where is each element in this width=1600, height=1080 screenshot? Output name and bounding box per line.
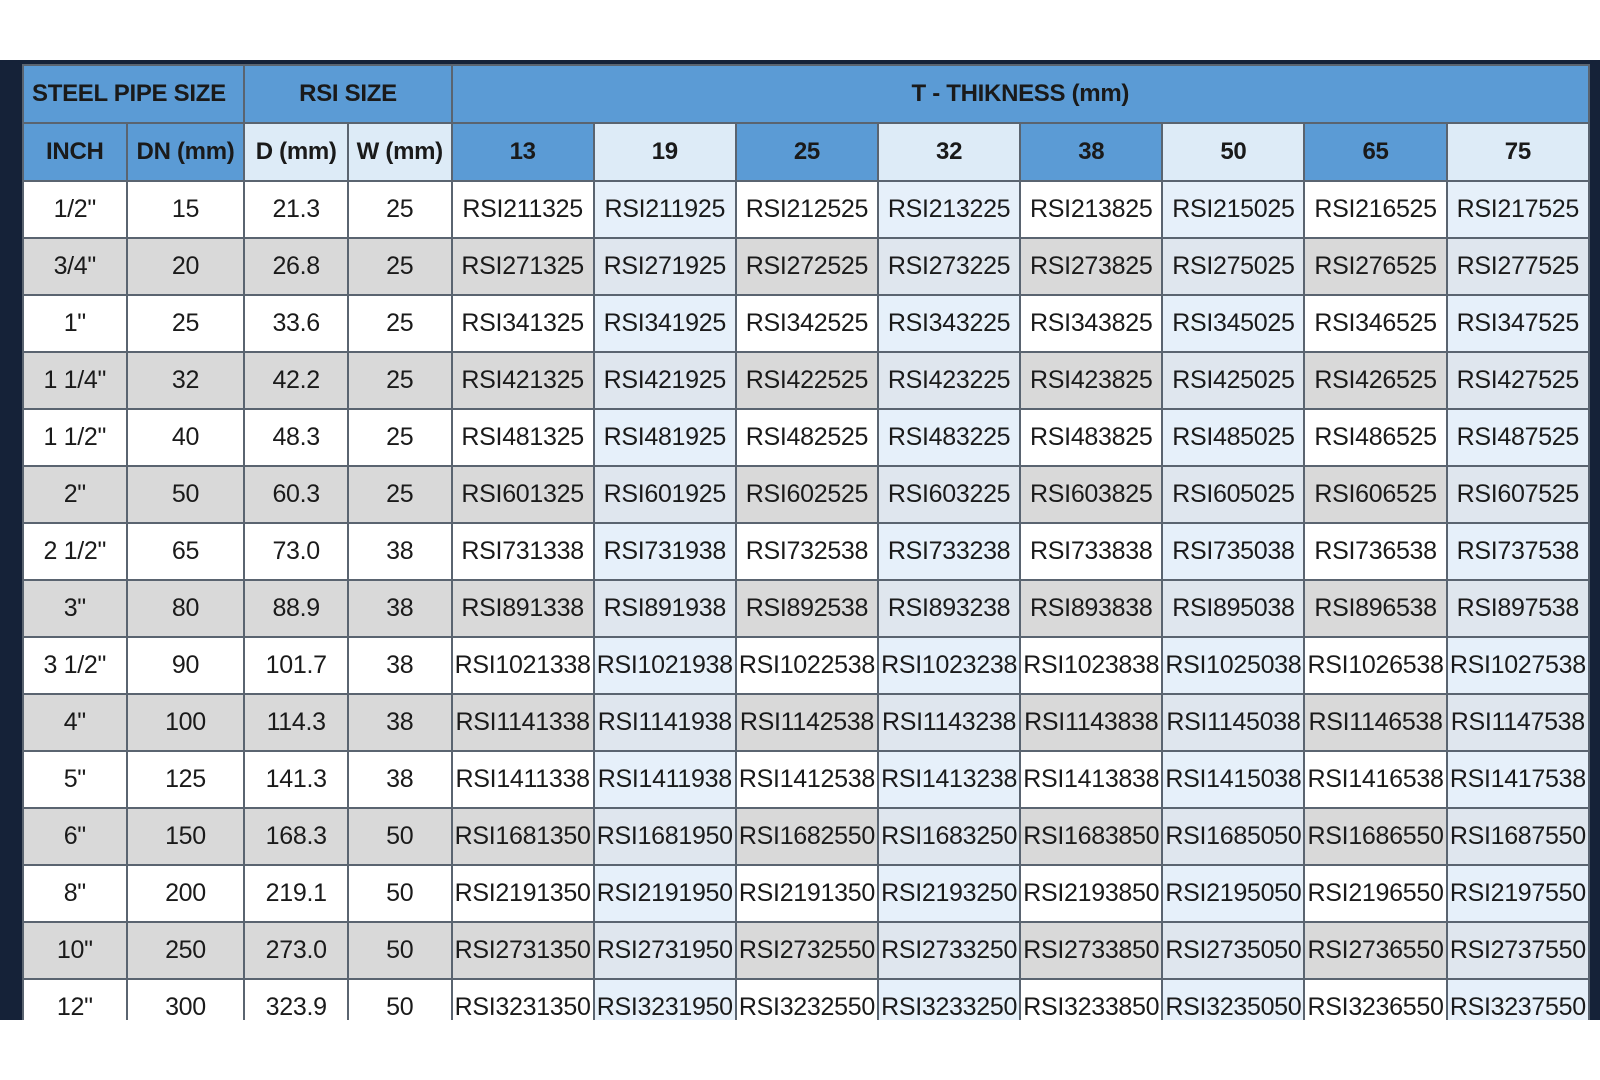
rsi-code-cell: RSI211925 — [594, 181, 736, 238]
table-row — [23, 751, 1589, 808]
thickness-header: T - THIKNESS (mm) — [452, 65, 1589, 123]
inch-cell: 6" — [23, 808, 127, 865]
rsi-code-cell: RSI2731350 — [452, 922, 594, 979]
w-cell: 25 — [348, 352, 452, 409]
dn-cell: 80 — [127, 580, 245, 637]
rsi-code-cell: RSI731938 — [594, 523, 736, 580]
table-row — [23, 466, 1589, 523]
table-frame — [0, 60, 1600, 1020]
rsi-code-cell: RSI481325 — [452, 409, 594, 466]
w-header: W (mm) — [348, 123, 452, 181]
inch-cell: 3/4" — [23, 238, 127, 295]
rsi-code-cell: RSI3237550 — [1447, 979, 1589, 1020]
w-cell: 50 — [348, 808, 452, 865]
rsi-code-cell: RSI213825 — [1020, 181, 1162, 238]
d-cell: 168.3 — [244, 808, 348, 865]
rsi-code-cell: RSI1143238 — [878, 694, 1020, 751]
rsi-code-cell: RSI2735050 — [1162, 922, 1304, 979]
rsi-code-cell: RSI2731950 — [594, 922, 736, 979]
rsi-code-cell: RSI346525 — [1304, 295, 1446, 352]
rsi-code-cell: RSI3232550 — [736, 979, 878, 1020]
rsi-code-cell: RSI341325 — [452, 295, 594, 352]
rsi-code-cell: RSI1417538 — [1447, 751, 1589, 808]
table-row — [23, 694, 1589, 751]
inch-header: INCH — [23, 123, 127, 181]
inch-cell: 1" — [23, 295, 127, 352]
rsi-code-cell: RSI482525 — [736, 409, 878, 466]
rsi-code-cell: RSI1412538 — [736, 751, 878, 808]
rsi-code-cell: RSI1141938 — [594, 694, 736, 751]
rsi-size-header: RSI SIZE — [244, 65, 451, 123]
d-cell: 48.3 — [244, 409, 348, 466]
rsi-code-cell: RSI276525 — [1304, 238, 1446, 295]
rsi-code-cell: RSI427525 — [1447, 352, 1589, 409]
inch-cell: 1 1/4" — [23, 352, 127, 409]
table-row — [23, 637, 1589, 694]
rsi-code-cell: RSI1025038 — [1162, 637, 1304, 694]
w-cell: 38 — [348, 751, 452, 808]
rsi-code-cell: RSI1021938 — [594, 637, 736, 694]
rsi-code-cell: RSI215025 — [1162, 181, 1304, 238]
rsi-code-cell: RSI2733250 — [878, 922, 1020, 979]
rsi-code-cell: RSI893838 — [1020, 580, 1162, 637]
rsi-code-cell: RSI3233850 — [1020, 979, 1162, 1020]
rsi-code-cell: RSI1685050 — [1162, 808, 1304, 865]
table-row — [23, 352, 1589, 409]
rsi-code-cell: RSI891338 — [452, 580, 594, 637]
thickness-38-header: 38 — [1020, 123, 1162, 181]
rsi-code-cell: RSI893238 — [878, 580, 1020, 637]
rsi-code-cell: RSI897538 — [1447, 580, 1589, 637]
rsi-code-cell: RSI1026538 — [1304, 637, 1446, 694]
rsi-code-cell: RSI1683250 — [878, 808, 1020, 865]
w-cell: 38 — [348, 694, 452, 751]
w-cell: 25 — [348, 466, 452, 523]
rsi-code-cell: RSI2197550 — [1447, 865, 1589, 922]
rsi-code-cell: RSI3235050 — [1162, 979, 1304, 1020]
rsi-code-cell: RSI3231350 — [452, 979, 594, 1020]
rsi-code-cell: RSI1142538 — [736, 694, 878, 751]
rsi-code-cell: RSI1023238 — [878, 637, 1020, 694]
rsi-code-cell: RSI343225 — [878, 295, 1020, 352]
table-row — [23, 922, 1589, 979]
rsi-code-cell: RSI1145038 — [1162, 694, 1304, 751]
dn-cell: 50 — [127, 466, 245, 523]
rsi-size-table — [22, 64, 1590, 1020]
thickness-32-header: 32 — [878, 123, 1020, 181]
d-cell: 33.6 — [244, 295, 348, 352]
rsi-code-cell: RSI275025 — [1162, 238, 1304, 295]
rsi-code-cell: RSI1413838 — [1020, 751, 1162, 808]
dn-header: DN (mm) — [127, 123, 245, 181]
rsi-code-cell: RSI3236550 — [1304, 979, 1446, 1020]
d-cell: 219.1 — [244, 865, 348, 922]
rsi-code-cell: RSI2193850 — [1020, 865, 1162, 922]
rsi-code-cell: RSI426525 — [1304, 352, 1446, 409]
rsi-code-cell: RSI343825 — [1020, 295, 1162, 352]
dn-cell: 25 — [127, 295, 245, 352]
rsi-code-cell: RSI345025 — [1162, 295, 1304, 352]
rsi-code-cell: RSI1415038 — [1162, 751, 1304, 808]
rsi-code-cell: RSI1023838 — [1020, 637, 1162, 694]
rsi-code-cell: RSI1147538 — [1447, 694, 1589, 751]
rsi-code-cell: RSI2193250 — [878, 865, 1020, 922]
d-header: D (mm) — [244, 123, 348, 181]
rsi-code-cell: RSI1022538 — [736, 637, 878, 694]
rsi-code-cell: RSI2737550 — [1447, 922, 1589, 979]
rsi-code-cell: RSI1146538 — [1304, 694, 1446, 751]
table-row — [23, 580, 1589, 637]
rsi-code-cell: RSI271925 — [594, 238, 736, 295]
inch-cell: 12" — [23, 979, 127, 1020]
rsi-code-cell: RSI212525 — [736, 181, 878, 238]
inch-cell: 4" — [23, 694, 127, 751]
rsi-code-cell: RSI3233250 — [878, 979, 1020, 1020]
rsi-code-cell: RSI481925 — [594, 409, 736, 466]
table-row — [23, 979, 1589, 1020]
rsi-code-cell: RSI273225 — [878, 238, 1020, 295]
rsi-code-cell: RSI1686550 — [1304, 808, 1446, 865]
thickness-13-header: 13 — [452, 123, 594, 181]
w-cell: 25 — [348, 238, 452, 295]
d-cell: 114.3 — [244, 694, 348, 751]
table-row — [23, 238, 1589, 295]
rsi-code-cell: RSI891938 — [594, 580, 736, 637]
rsi-code-cell: RSI606525 — [1304, 466, 1446, 523]
rsi-code-cell: RSI2732550 — [736, 922, 878, 979]
rsi-code-cell: RSI1143838 — [1020, 694, 1162, 751]
inch-cell: 1/2" — [23, 181, 127, 238]
rsi-code-cell: RSI735038 — [1162, 523, 1304, 580]
rsi-code-cell: RSI342525 — [736, 295, 878, 352]
inch-cell: 3 1/2" — [23, 637, 127, 694]
rsi-code-cell: RSI485025 — [1162, 409, 1304, 466]
w-cell: 50 — [348, 979, 452, 1020]
sub-header-row — [23, 123, 1589, 181]
rsi-code-cell: RSI895038 — [1162, 580, 1304, 637]
steel-pipe-size-header: STEEL PIPE SIZE — [23, 65, 244, 123]
table-row — [23, 409, 1589, 466]
rsi-code-cell: RSI1681950 — [594, 808, 736, 865]
rsi-code-cell: RSI273825 — [1020, 238, 1162, 295]
rsi-code-cell: RSI2191350 — [452, 865, 594, 922]
rsi-code-cell: RSI2196550 — [1304, 865, 1446, 922]
rsi-code-cell: RSI423225 — [878, 352, 1020, 409]
rsi-code-cell: RSI2736550 — [1304, 922, 1446, 979]
inch-cell: 2 1/2" — [23, 523, 127, 580]
thickness-65-header: 65 — [1304, 123, 1446, 181]
rsi-code-cell: RSI603225 — [878, 466, 1020, 523]
rsi-code-cell: RSI1416538 — [1304, 751, 1446, 808]
rsi-code-cell: RSI271325 — [452, 238, 594, 295]
dn-cell: 150 — [127, 808, 245, 865]
w-cell: 25 — [348, 181, 452, 238]
rsi-code-cell: RSI732538 — [736, 523, 878, 580]
inch-cell: 5" — [23, 751, 127, 808]
rsi-code-cell: RSI2191950 — [594, 865, 736, 922]
rsi-code-cell: RSI486525 — [1304, 409, 1446, 466]
rsi-code-cell: RSI1021338 — [452, 637, 594, 694]
d-cell: 73.0 — [244, 523, 348, 580]
rsi-code-cell: RSI217525 — [1447, 181, 1589, 238]
dn-cell: 250 — [127, 922, 245, 979]
rsi-code-cell: RSI422525 — [736, 352, 878, 409]
table-row — [23, 181, 1589, 238]
rsi-code-cell: RSI1027538 — [1447, 637, 1589, 694]
rsi-code-cell: RSI733238 — [878, 523, 1020, 580]
dn-cell: 15 — [127, 181, 245, 238]
table-row — [23, 523, 1589, 580]
thickness-25-header: 25 — [736, 123, 878, 181]
rsi-code-cell: RSI1682550 — [736, 808, 878, 865]
rsi-code-cell: RSI347525 — [1447, 295, 1589, 352]
rsi-code-cell: RSI601325 — [452, 466, 594, 523]
rsi-code-cell: RSI3231950 — [594, 979, 736, 1020]
w-cell: 38 — [348, 580, 452, 637]
d-cell: 60.3 — [244, 466, 348, 523]
w-cell: 25 — [348, 295, 452, 352]
w-cell: 38 — [348, 523, 452, 580]
inch-cell: 2" — [23, 466, 127, 523]
dn-cell: 125 — [127, 751, 245, 808]
rsi-code-cell: RSI731338 — [452, 523, 594, 580]
dn-cell: 90 — [127, 637, 245, 694]
w-cell: 50 — [348, 865, 452, 922]
rsi-code-cell: RSI213225 — [878, 181, 1020, 238]
inch-cell: 8" — [23, 865, 127, 922]
dn-cell: 300 — [127, 979, 245, 1020]
dn-cell: 20 — [127, 238, 245, 295]
rsi-code-cell: RSI733838 — [1020, 523, 1162, 580]
w-cell: 50 — [348, 922, 452, 979]
d-cell: 21.3 — [244, 181, 348, 238]
thickness-75-header: 75 — [1447, 123, 1589, 181]
rsi-code-cell: RSI425025 — [1162, 352, 1304, 409]
dn-cell: 32 — [127, 352, 245, 409]
group-header-row — [23, 65, 1589, 123]
w-cell: 38 — [348, 637, 452, 694]
rsi-code-cell: RSI2195050 — [1162, 865, 1304, 922]
rsi-code-cell: RSI737538 — [1447, 523, 1589, 580]
d-cell: 42.2 — [244, 352, 348, 409]
inch-cell: 3" — [23, 580, 127, 637]
rsi-code-cell: RSI736538 — [1304, 523, 1446, 580]
d-cell: 88.9 — [244, 580, 348, 637]
d-cell: 26.8 — [244, 238, 348, 295]
rsi-code-cell: RSI896538 — [1304, 580, 1446, 637]
rsi-code-cell: RSI1141338 — [452, 694, 594, 751]
inch-cell: 1 1/2" — [23, 409, 127, 466]
rsi-code-cell: RSI277525 — [1447, 238, 1589, 295]
rsi-code-cell: RSI211325 — [452, 181, 594, 238]
rsi-code-cell: RSI1411338 — [452, 751, 594, 808]
d-cell: 323.9 — [244, 979, 348, 1020]
thickness-50-header: 50 — [1162, 123, 1304, 181]
rsi-code-cell: RSI605025 — [1162, 466, 1304, 523]
rsi-code-cell: RSI1683850 — [1020, 808, 1162, 865]
rsi-code-cell: RSI341925 — [594, 295, 736, 352]
d-cell: 101.7 — [244, 637, 348, 694]
rsi-code-cell: RSI423825 — [1020, 352, 1162, 409]
rsi-code-cell: RSI2733850 — [1020, 922, 1162, 979]
inch-cell: 10" — [23, 922, 127, 979]
dn-cell: 100 — [127, 694, 245, 751]
w-cell: 25 — [348, 409, 452, 466]
table-row — [23, 865, 1589, 922]
rsi-code-cell: RSI1687550 — [1447, 808, 1589, 865]
table-body — [23, 181, 1589, 1020]
rsi-code-cell: RSI483225 — [878, 409, 1020, 466]
rsi-code-cell: RSI216525 — [1304, 181, 1446, 238]
thickness-19-header: 19 — [594, 123, 736, 181]
d-cell: 273.0 — [244, 922, 348, 979]
rsi-code-cell: RSI892538 — [736, 580, 878, 637]
table-row — [23, 808, 1589, 865]
rsi-code-cell: RSI1413238 — [878, 751, 1020, 808]
dn-cell: 200 — [127, 865, 245, 922]
rsi-code-cell: RSI1411938 — [594, 751, 736, 808]
dn-cell: 65 — [127, 523, 245, 580]
rsi-code-cell: RSI1681350 — [452, 808, 594, 865]
rsi-code-cell: RSI2191350 — [736, 865, 878, 922]
rsi-code-cell: RSI601925 — [594, 466, 736, 523]
table-row — [23, 295, 1589, 352]
rsi-code-cell: RSI421325 — [452, 352, 594, 409]
rsi-code-cell: RSI272525 — [736, 238, 878, 295]
rsi-code-cell: RSI421925 — [594, 352, 736, 409]
rsi-code-cell: RSI483825 — [1020, 409, 1162, 466]
rsi-code-cell: RSI602525 — [736, 466, 878, 523]
dn-cell: 40 — [127, 409, 245, 466]
rsi-code-cell: RSI603825 — [1020, 466, 1162, 523]
d-cell: 141.3 — [244, 751, 348, 808]
rsi-code-cell: RSI487525 — [1447, 409, 1589, 466]
rsi-code-cell: RSI607525 — [1447, 466, 1589, 523]
